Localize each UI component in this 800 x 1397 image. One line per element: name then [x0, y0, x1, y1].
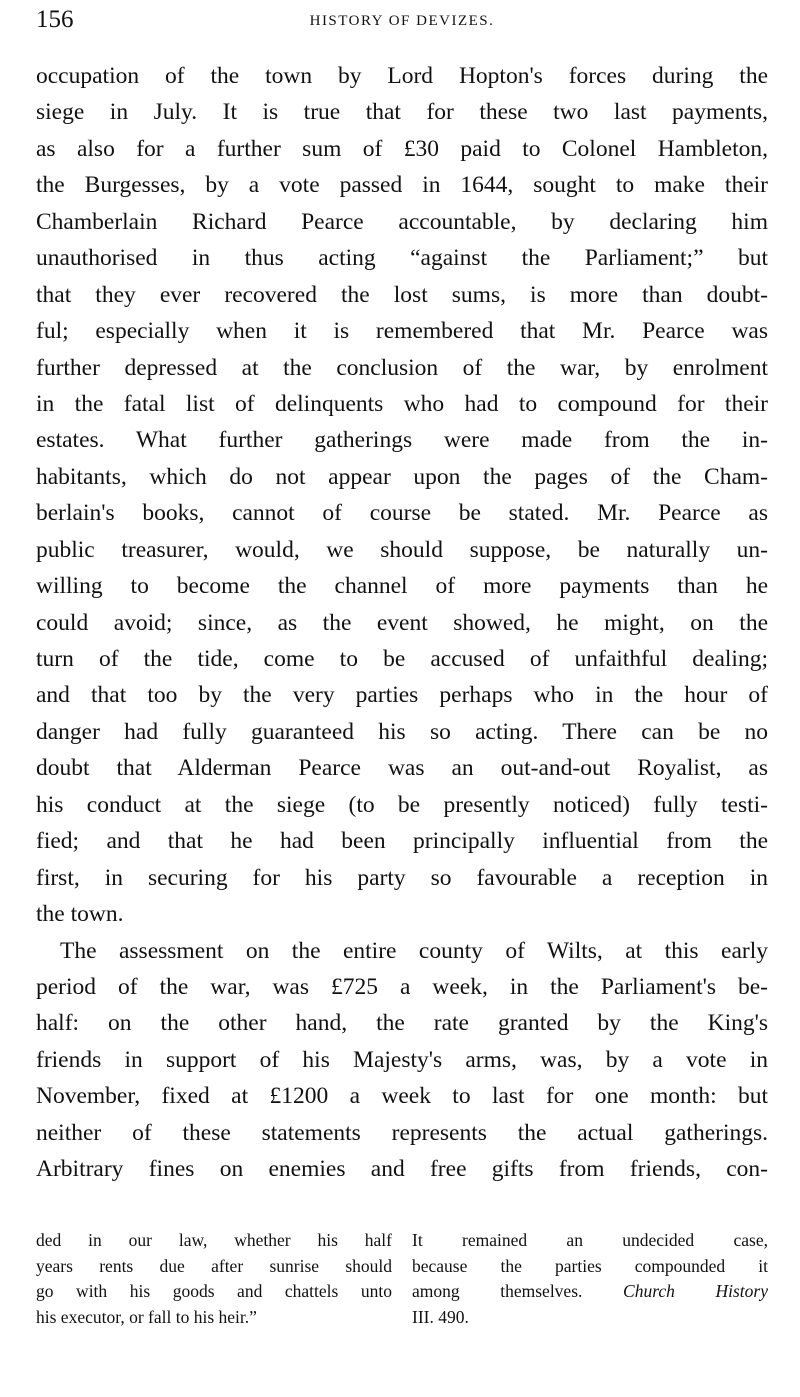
text-line: doubt that Alderman Pearce was an out-and-out Royalist, as — [36, 755, 768, 782]
text-line: friends in support of his Majesty's arms, was, by a vote in — [36, 1046, 768, 1073]
text-line: willing to become the channel of more payments than he — [36, 573, 768, 600]
text-line: Chamberlain Richard Pearce accountable, by declaring him — [36, 208, 768, 235]
text-line: November, fixed at £1200 a week to last for one month: but — [36, 1083, 768, 1110]
text-line: turn of the tide, come to be accused of unfaithful dealing; — [36, 646, 768, 672]
footnote-citation-title: Church History — [623, 1281, 768, 1301]
text-line: neither of these statements represents the actual gatherings. — [36, 1119, 768, 1146]
text-line: that they ever recovered the lost sums, is more than doubt- — [36, 281, 768, 308]
text-line: first, in securing for his party so favourable a reception in — [36, 864, 768, 891]
text-line: ful; especially when it is remembered that Mr. Pearce was — [36, 318, 768, 345]
footnote-line-text: among themselves. — [412, 1281, 583, 1301]
running-title: HISTORY OF DEVIZES. — [309, 13, 495, 29]
text-line: berlain's books, cannot of course be stated. Mr. Pearce as — [36, 500, 768, 527]
footnote-column-right — [412, 1228, 768, 1330]
footnote-line: years rents due after sunrise should — [36, 1255, 392, 1276]
footnote-line: ded in our law, whether his half — [36, 1230, 392, 1250]
text-line: in the fatal list of delinquents who had to compound for their — [36, 390, 768, 417]
text-line: siege in July. It is true that for these two last payments, — [36, 99, 768, 126]
footnote-column-left — [36, 1228, 392, 1330]
text-line: and that too by the very parties perhaps who in the hour of — [36, 682, 768, 709]
text-line: period of the war, was £725 a week, in the Parliament's be- — [36, 973, 768, 1000]
text-line: fied; and that he had been principally influential from the — [36, 828, 768, 855]
footnote-line: his executor, or fall to his heir.” — [36, 1306, 257, 1327]
footnotes — [36, 1228, 768, 1348]
text-line: occupation of the town by Lord Hopton's forces during the — [36, 63, 768, 89]
footnote-line: go with his goods and chattels unto — [36, 1281, 392, 1301]
text-line: his conduct at the siege (to be presently noticed) fully testi- — [36, 791, 768, 818]
body-text — [36, 58, 768, 1188]
text-line: The assessment on the entire county of Wilts, at this early — [60, 937, 768, 964]
text-line: further depressed at the conclusion of the war, by enrolment — [36, 354, 768, 381]
text-line: habitants, which do not appear upon the pages of the Cham- — [36, 463, 768, 490]
page-number: 156 — [36, 6, 74, 33]
text-line: as also for a further sum of £30 paid to Colonel Hambleton, — [36, 135, 768, 162]
text-line: could avoid; since, as the event showed, he might, on the — [36, 609, 768, 636]
footnote-line: It remained an undecided case, — [412, 1230, 768, 1250]
text-line: estates. What further gatherings were made from the in- — [36, 427, 768, 454]
footnote-line: because the parties compounded it — [412, 1255, 768, 1276]
footnote-line-with-citation — [412, 1279, 768, 1305]
footnote-line: III. 490. — [412, 1306, 469, 1327]
text-line: the Burgesses, by a vote passed in 1644, sought to make their — [36, 172, 768, 199]
text-line: the town. — [36, 901, 124, 928]
text-line: Arbitrary fines on enemies and free gifts from friends, con- — [36, 1156, 768, 1183]
running-head — [36, 4, 768, 40]
text-line: danger had fully guaranteed his so acting. There can be no — [36, 718, 768, 745]
text-line: unauthorised in thus acting “against the Parliament;” but — [36, 245, 768, 272]
text-line: half: on the other hand, the rate granted by the King's — [36, 1010, 768, 1037]
text-line: public treasurer, would, we should suppose, be naturally un- — [36, 536, 768, 563]
